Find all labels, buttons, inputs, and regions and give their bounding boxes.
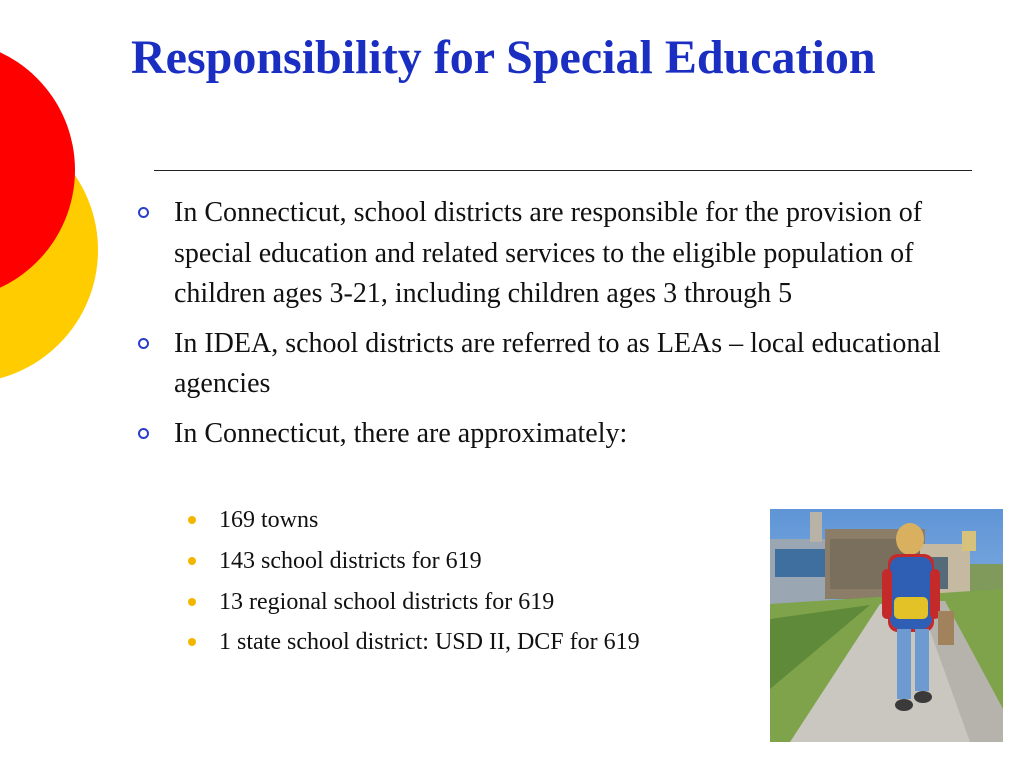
sub-bullet-item <box>185 541 640 582</box>
sub-bullet-text: 143 school districts for 619 <box>219 547 482 574</box>
bullet-text: In Connecticut, there are approximately: <box>174 417 628 449</box>
dot-bullet-icon <box>188 598 196 606</box>
bullet-item <box>136 414 976 455</box>
sub-bullet-item <box>185 500 640 541</box>
dot-bullet-icon <box>188 557 196 565</box>
ring-bullet-icon <box>138 338 149 349</box>
decorative-circles <box>0 0 110 420</box>
main-bullet-list <box>136 193 976 463</box>
bullet-item <box>136 324 976 405</box>
ring-bullet-icon <box>138 207 149 218</box>
ring-bullet-icon <box>138 428 149 439</box>
sub-bullet-text: 169 towns <box>219 507 319 533</box>
sub-bullet-text: 13 regional school districts for 619 <box>219 588 555 615</box>
sub-bullet-item <box>185 582 640 623</box>
dot-bullet-icon <box>188 516 196 524</box>
sub-bullet-list <box>185 500 640 663</box>
bullet-text: In IDEA, school districts are referred to as LEAs – local educational agencies <box>174 327 941 399</box>
slide-title: Responsibility for Special Education <box>131 31 876 84</box>
title-divider <box>154 170 972 171</box>
child-with-backpack-photo <box>770 509 1003 742</box>
bullet-item <box>136 193 976 315</box>
dot-bullet-icon <box>188 638 196 646</box>
sub-bullet-text: 1 state school district: USD II, DCF for 619 <box>219 629 640 656</box>
bullet-text: In Connecticut, school districts are responsible for the provision of special education and related services to the eligible population of children ages 3-21, including children ages 3 through 5 <box>174 197 923 309</box>
sub-bullet-item <box>185 622 640 663</box>
